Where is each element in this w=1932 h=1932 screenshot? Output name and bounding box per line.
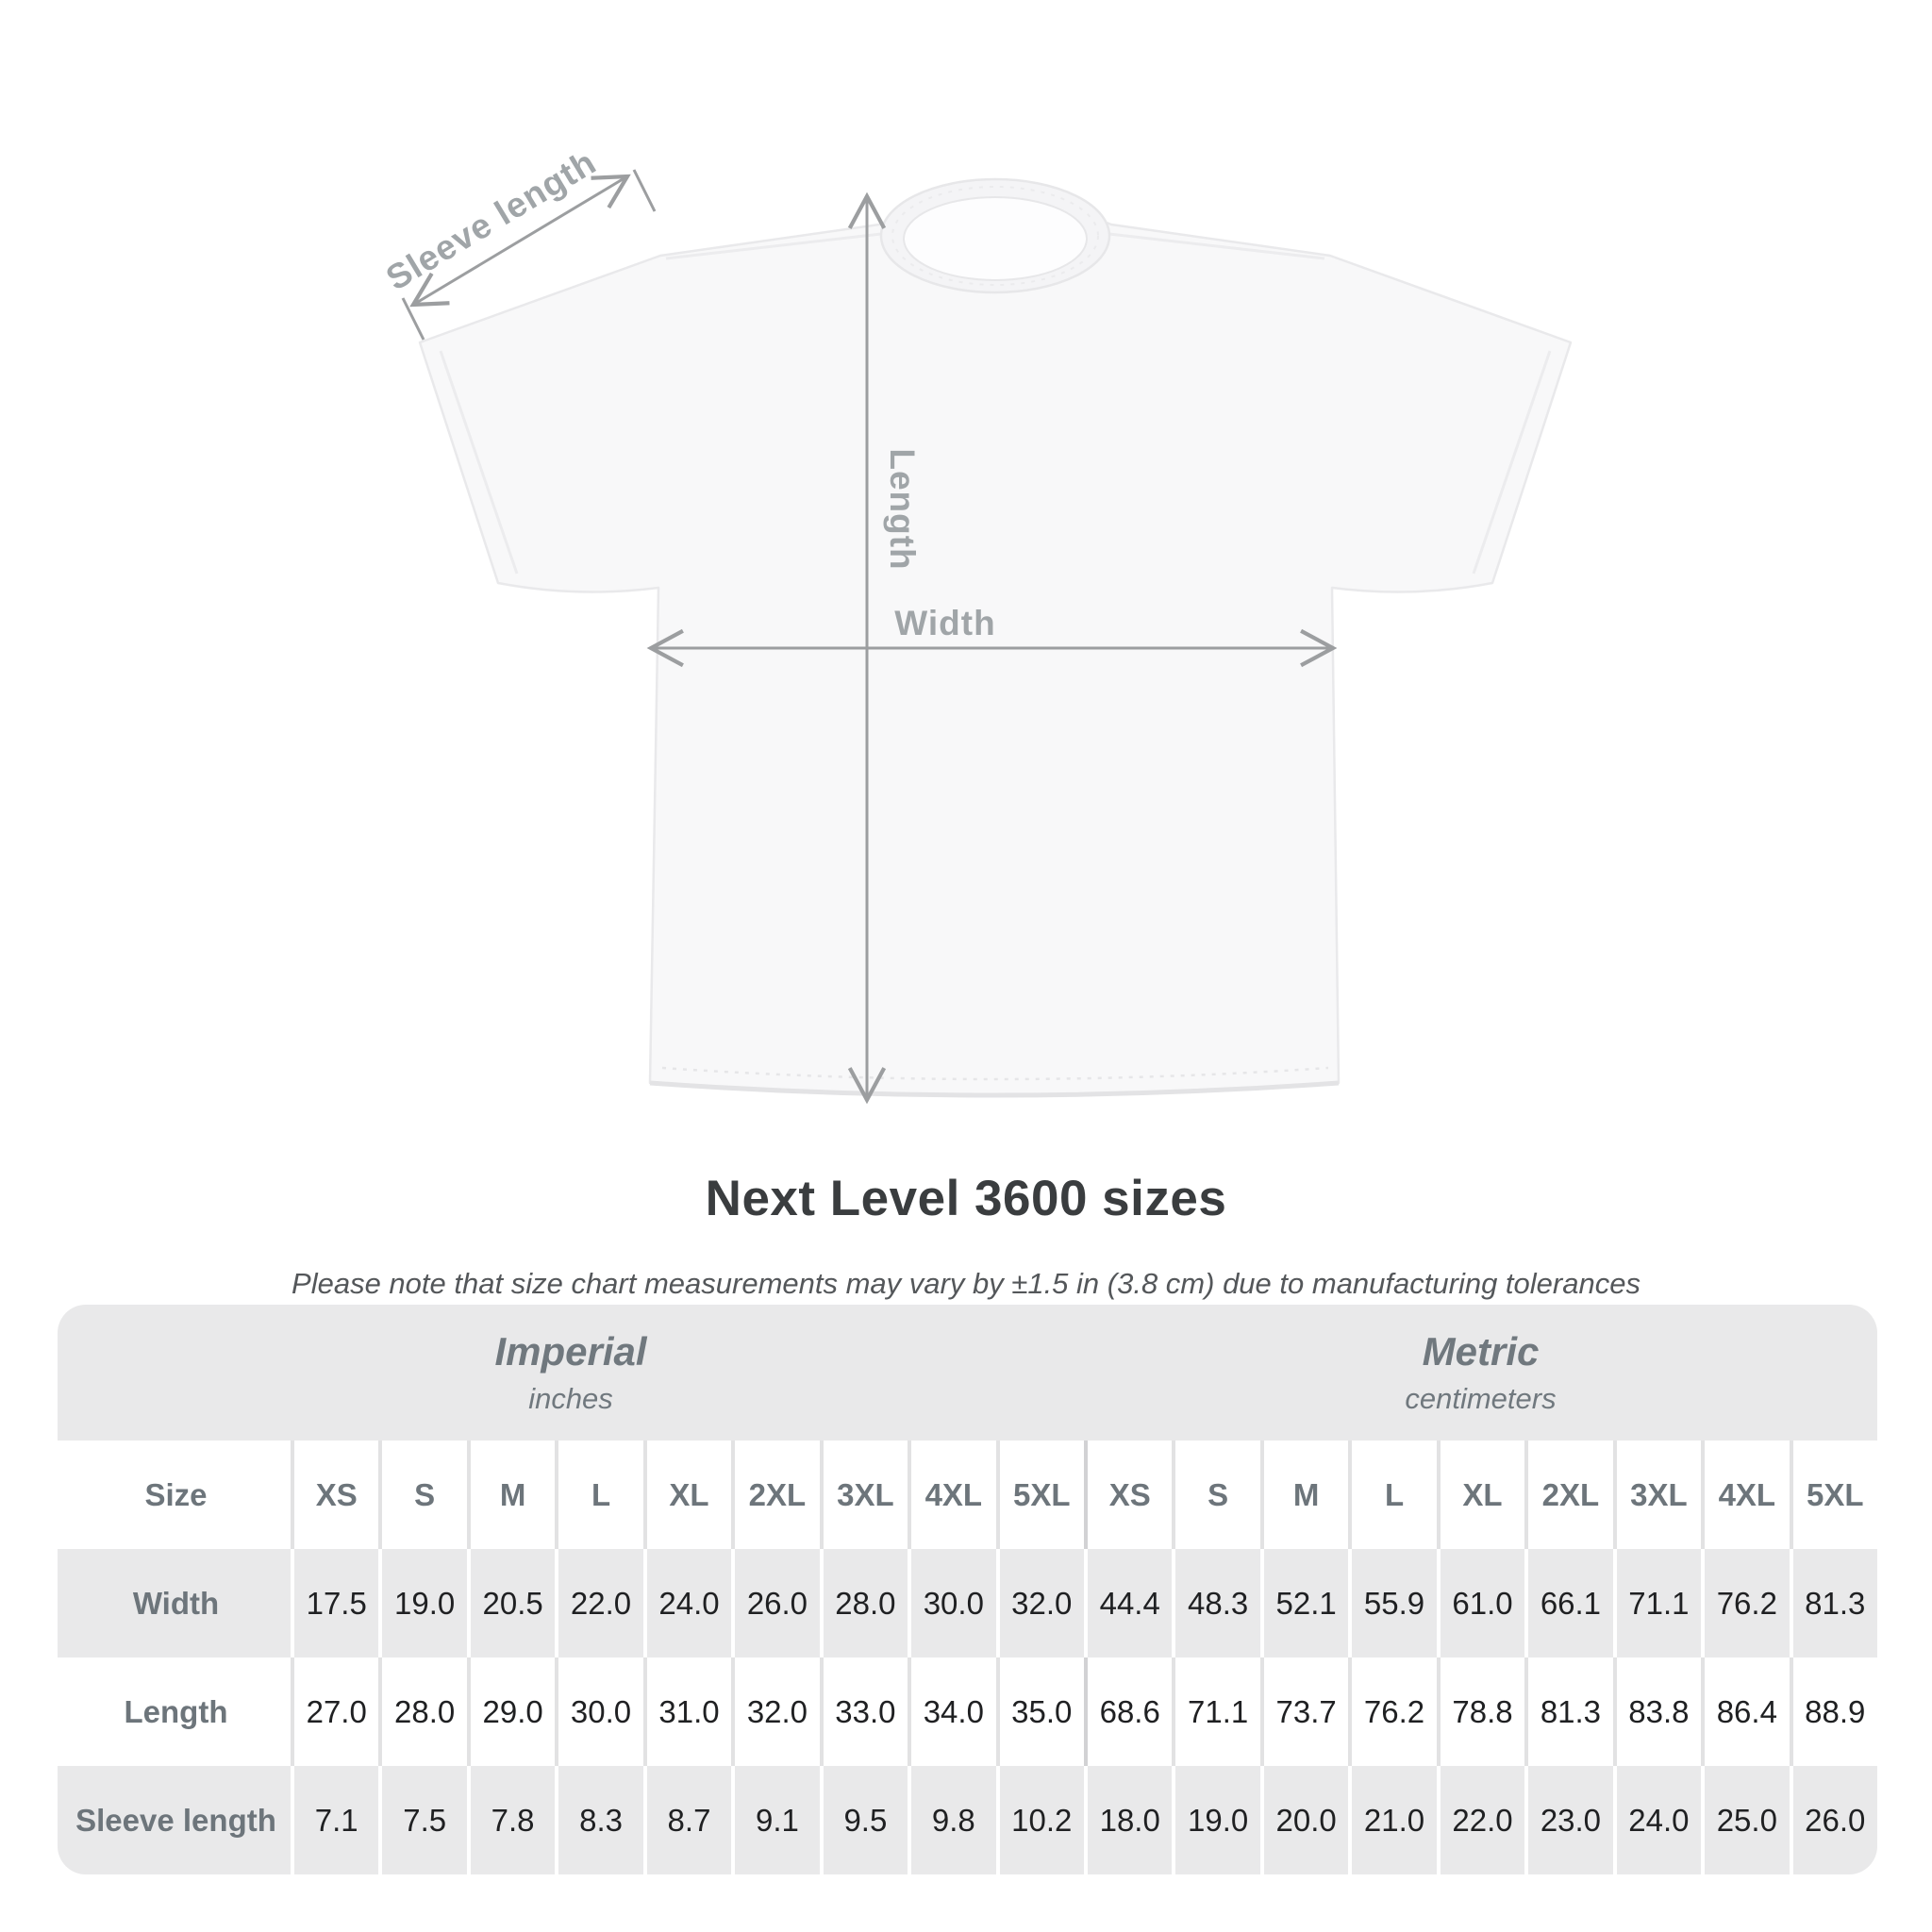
table-cell: 30.0: [908, 1549, 995, 1657]
table-cell: 32.0: [731, 1657, 819, 1766]
table-cell: 48.3: [1172, 1549, 1259, 1657]
table-cell: 66.1: [1524, 1549, 1612, 1657]
table-cell: 27.0: [291, 1657, 378, 1766]
size-table-grid: [58, 1441, 1877, 1874]
size-column-header: S: [1172, 1441, 1259, 1549]
table-cell: 71.1: [1172, 1657, 1259, 1766]
tshirt-diagram: [330, 113, 1651, 1208]
table-row: [58, 1657, 1877, 1766]
table-cell: 8.7: [643, 1766, 731, 1874]
row-label: Width: [132, 1585, 220, 1621]
table-cell: 8.3: [555, 1766, 642, 1874]
table-cell: 61.0: [1437, 1549, 1524, 1657]
size-column-header: 4XL: [1701, 1441, 1789, 1549]
table-cell: 34.0: [908, 1657, 995, 1766]
table-cell: 7.1: [291, 1766, 378, 1874]
size-column-header: S: [378, 1441, 466, 1549]
size-column-header: XL: [643, 1441, 731, 1549]
table-cell: 71.1: [1613, 1549, 1701, 1657]
size-column-header: XS: [291, 1441, 378, 1549]
imperial-unit: inches: [528, 1382, 613, 1415]
table-cell: 7.5: [378, 1766, 466, 1874]
table-cell: 73.7: [1260, 1657, 1348, 1766]
size-header-row: [58, 1441, 1877, 1549]
table-cell: 35.0: [996, 1657, 1084, 1766]
table-cell: 31.0: [643, 1657, 731, 1766]
table-cell: 18.0: [1084, 1766, 1172, 1874]
metric-title: Metric: [1422, 1329, 1540, 1374]
size-column-header: XS: [1084, 1441, 1172, 1549]
table-cell: 9.1: [731, 1766, 819, 1874]
table-cell: 44.4: [1084, 1549, 1172, 1657]
table-cell: 28.0: [820, 1549, 908, 1657]
table-cell: 22.0: [555, 1549, 642, 1657]
size-column-header: 4XL: [908, 1441, 995, 1549]
table-cell: 21.0: [1348, 1766, 1436, 1874]
table-cell: 7.8: [467, 1766, 555, 1874]
size-column-header: L: [555, 1441, 642, 1549]
size-column-header: 5XL: [996, 1441, 1084, 1549]
imperial-header: [58, 1305, 1084, 1441]
table-cell: 30.0: [555, 1657, 642, 1766]
table-cell: 9.5: [820, 1766, 908, 1874]
table-cell: 23.0: [1524, 1766, 1612, 1874]
size-column-header: 2XL: [1524, 1441, 1612, 1549]
size-column-header: L: [1348, 1441, 1436, 1549]
table-row: [58, 1766, 1877, 1874]
table-cell: 86.4: [1701, 1657, 1789, 1766]
table-cell: 19.0: [378, 1549, 466, 1657]
table-cell: 33.0: [820, 1657, 908, 1766]
width-label: Width: [894, 604, 996, 642]
table-cell: 68.6: [1084, 1657, 1172, 1766]
size-column-header: 3XL: [1613, 1441, 1701, 1549]
table-cell: 9.8: [908, 1766, 995, 1874]
size-table: [58, 1305, 1877, 1874]
size-column-header: XL: [1437, 1441, 1524, 1549]
table-cell: 78.8: [1437, 1657, 1524, 1766]
row-label: Sleeve length: [75, 1802, 276, 1838]
tolerance-note: Please note that size chart measurements may vary by ±1.5 in (3.8 cm) due to manufacturing tolerances: [291, 1267, 1641, 1300]
table-cell: 76.2: [1701, 1549, 1789, 1657]
row-label: Length: [124, 1693, 228, 1729]
table-cell: 25.0: [1701, 1766, 1789, 1874]
size-column-header: M: [467, 1441, 555, 1549]
table-cell: 22.0: [1437, 1766, 1524, 1874]
table-cell: 81.3: [1524, 1657, 1612, 1766]
metric-header: [1084, 1305, 1877, 1441]
sleeve-dimension-tick-top: [634, 170, 655, 211]
sleeve-length-label: Sleeve length: [379, 142, 603, 298]
page-title: Next Level 3600 sizes: [705, 1171, 1227, 1226]
table-cell: 52.1: [1260, 1549, 1348, 1657]
table-cell: 55.9: [1348, 1549, 1436, 1657]
units-header-band: [58, 1305, 1877, 1441]
table-cell: 76.2: [1348, 1657, 1436, 1766]
length-label: Length: [883, 448, 922, 571]
size-column-header: 5XL: [1790, 1441, 1877, 1549]
table-cell: 19.0: [1172, 1766, 1259, 1874]
size-column-header: 2XL: [731, 1441, 819, 1549]
size-column-header: M: [1260, 1441, 1348, 1549]
table-cell: 17.5: [291, 1549, 378, 1657]
imperial-title: Imperial: [494, 1329, 647, 1374]
size-column-header: Size: [144, 1476, 208, 1512]
table-cell: 26.0: [1790, 1766, 1877, 1874]
table-cell: 10.2: [996, 1766, 1084, 1874]
size-column-header: 3XL: [820, 1441, 908, 1549]
table-cell: 29.0: [467, 1657, 555, 1766]
table-cell: 24.0: [1613, 1766, 1701, 1874]
table-cell: 81.3: [1790, 1549, 1877, 1657]
table-cell: 26.0: [731, 1549, 819, 1657]
table-cell: 20.5: [467, 1549, 555, 1657]
metric-unit: centimeters: [1405, 1382, 1557, 1415]
table-cell: 24.0: [643, 1549, 731, 1657]
table-cell: 32.0: [996, 1549, 1084, 1657]
table-cell: 20.0: [1260, 1766, 1348, 1874]
table-cell: 28.0: [378, 1657, 466, 1766]
table-row: [58, 1549, 1877, 1657]
table-cell: 88.9: [1790, 1657, 1877, 1766]
table-cell: 83.8: [1613, 1657, 1701, 1766]
